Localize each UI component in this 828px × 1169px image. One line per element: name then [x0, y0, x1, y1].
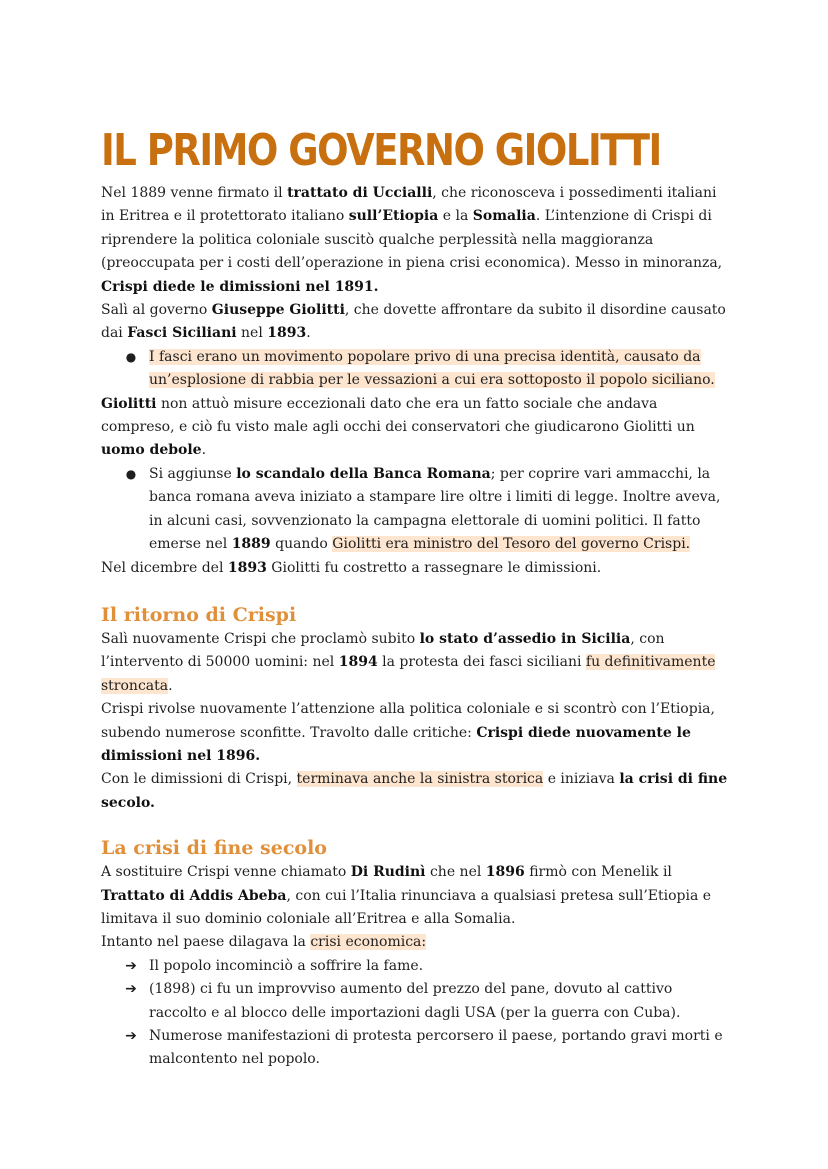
bold-run: Trattato di Addis Abeba: [101, 887, 287, 904]
paragraph-giolitti-misure: [101, 393, 731, 463]
section-heading-crisi-fine-secolo: La crisi di fine secolo: [101, 837, 327, 860]
highlighted-text: fu definitivamente stroncata: [101, 654, 716, 694]
text-run: quando: [270, 536, 333, 553]
list-item: [125, 1025, 731, 1072]
bold-run: Crispi diede nuovamente le dimissioni nel 1896.: [101, 724, 691, 764]
bullet-dot-icon: ●: [125, 466, 137, 481]
bold-run: sull’Etiopia: [348, 208, 439, 225]
arrow-right-icon: ➔: [125, 957, 137, 974]
bold-run: 1896: [485, 864, 525, 881]
section-spacer: [101, 580, 731, 602]
bold-run: lo stato d’assedio in Sicilia: [419, 630, 631, 647]
bullet-dot-icon: ●: [125, 349, 137, 364]
bold-run: Fasci Siciliani: [127, 325, 237, 342]
bold-run: 1893: [227, 559, 267, 576]
bold-run: la crisi di fine secolo.: [101, 771, 728, 811]
paragraph-giolitti-governo: [101, 299, 731, 346]
text-run: Intanto nel paese dilagava la: [101, 934, 311, 951]
bold-run: 1893: [267, 325, 307, 342]
list-item-text: Numerose manifestazioni di protesta percorsero il paese, portando gravi morti e malcontento nel popolo.: [149, 1028, 723, 1068]
highlighted-text: crisi economica:: [310, 934, 427, 951]
paragraph-di-rudini: [101, 861, 731, 931]
text-run: Si aggiunse: [149, 465, 237, 482]
text-run: , che dovette affrontare da subito il disordine causato dai: [101, 302, 726, 342]
text-run: Salì nuovamente Crispi che proclamò subito: [101, 630, 420, 647]
paragraph-sinistra-storica: [101, 768, 731, 815]
bold-run: 1894: [338, 654, 378, 671]
text-run: la protesta dei fasci siciliani: [377, 654, 586, 671]
list-item-text: (1898) ci fu un improvviso aumento del prezzo del pane, dovuto al cattivo raccolto e al blocco delle importazioni dagli USA (per la guerra con Cuba).: [149, 981, 681, 1021]
section-heading-ritorno-crispi: Il ritorno di Crispi: [101, 603, 297, 626]
text-run: non attuò misure eccezionali dato che era un fatto sociale che andava compreso, e ciò fu visto male agli occhi dei conservatori che giudicarono Giolitti un: [101, 395, 695, 436]
text-run: , con l’intervento di 50000 uomini: nel: [101, 630, 665, 671]
document-page: [101, 126, 731, 1072]
text-run: . L’intenzione di Crispi di riprendere la politica coloniale suscitò qualche perplessità nella maggioranza (preoccupata per i costi dell’operazione in piena crisi economica). Messo in minoranza,: [101, 208, 723, 272]
list-item: [125, 978, 731, 1025]
text-run: , che riconosceva i possedimenti italiani in Eritrea e il protettorato italiano: [101, 185, 717, 225]
text-run: .: [306, 325, 311, 342]
list-item: [125, 346, 731, 393]
bullet-list-fasci: [101, 346, 731, 393]
bold-run: Giolitti: [101, 395, 157, 412]
list-item: [125, 955, 731, 978]
section-spacer: [101, 815, 731, 835]
arrow-right-icon: ➔: [125, 1028, 137, 1044]
bold-run: lo scandalo della Banca Romana: [236, 465, 491, 482]
text-run: ; per coprire vari ammacchi, la banca romana aveva iniziato a stampare lire oltre i limiti di legge. Inoltre aveva, in alcuni casi, sovvenzionato la campagna elettorale di uomini politici. Il fatto emerse nel: [149, 465, 721, 553]
text-run: firmò con Menelik il: [524, 864, 672, 881]
text-run: .: [201, 442, 207, 459]
text-run: Salì al governo: [101, 302, 212, 319]
text-run: Crispi rivolse nuovamente l’attenzione alla politica coloniale e si scontrò con l’Etiopia, subendo numerose sconfitte. Travolto dalle critiche:: [101, 701, 715, 741]
paragraph-trattato-uccialli: [101, 182, 731, 299]
page-title: IL PRIMO GOVERNO GIOLITTI: [101, 125, 661, 176]
text-run: nel: [236, 325, 268, 342]
text-run: Giolitti fu costretto a rassegnare le dimissioni.: [266, 559, 602, 576]
list-item: [125, 463, 731, 557]
highlighted-text: Giolitti era ministro del Tesoro del governo Crispi.: [332, 536, 691, 553]
text-run: .: [168, 677, 173, 694]
text-run: Nel 1889 venne firmato il: [101, 185, 288, 201]
bold-run: uomo debole: [101, 442, 202, 459]
arrow-right-icon: ➔: [125, 981, 137, 998]
bold-run: Giuseppe Giolitti: [211, 302, 345, 319]
paragraph-crisi-economica: [101, 931, 731, 954]
text-run: Con le dimissioni di Crispi,: [101, 771, 297, 788]
text-run: A sostituire Crispi venne chiamato: [101, 864, 351, 881]
paragraph-politica-coloniale: [101, 698, 731, 768]
list-item-text: Il popolo incominciò a soffrire la fame.: [149, 957, 424, 974]
paragraph-dimissioni-1893: [101, 557, 731, 580]
bold-run: Somalia: [472, 208, 536, 225]
text-run: Nel dicembre del: [101, 559, 228, 576]
bullet-list-banca-romana: [101, 463, 731, 557]
bold-run: 1889: [231, 536, 271, 553]
bold-run: trattato di Uccialli: [287, 185, 433, 201]
highlighted-text: I fasci erano un movimento popolare privo di una precisa identità, causato da un’esplosione di rabbia per le vessazioni a cui era sottoposto il popolo siciliano.: [149, 348, 715, 389]
text-run: che nel: [425, 864, 486, 881]
bold-run: Crispi diede le dimissioni nel 1891.: [101, 278, 379, 295]
paragraph-stato-assedio: [101, 628, 731, 698]
text-run: e la: [438, 208, 473, 225]
text-run: , con cui l’Italia rinunciava a qualsiasi pretesa sull’Etiopia e limitava il suo dominio coloniale all’Eritrea e alla Somalia.: [101, 887, 712, 927]
bold-run: Di Rudinì: [350, 864, 426, 881]
arrow-list-crisi: [101, 955, 731, 1072]
text-run: e iniziava: [543, 771, 620, 788]
highlighted-text: terminava anche la sinistra storica: [296, 771, 544, 788]
